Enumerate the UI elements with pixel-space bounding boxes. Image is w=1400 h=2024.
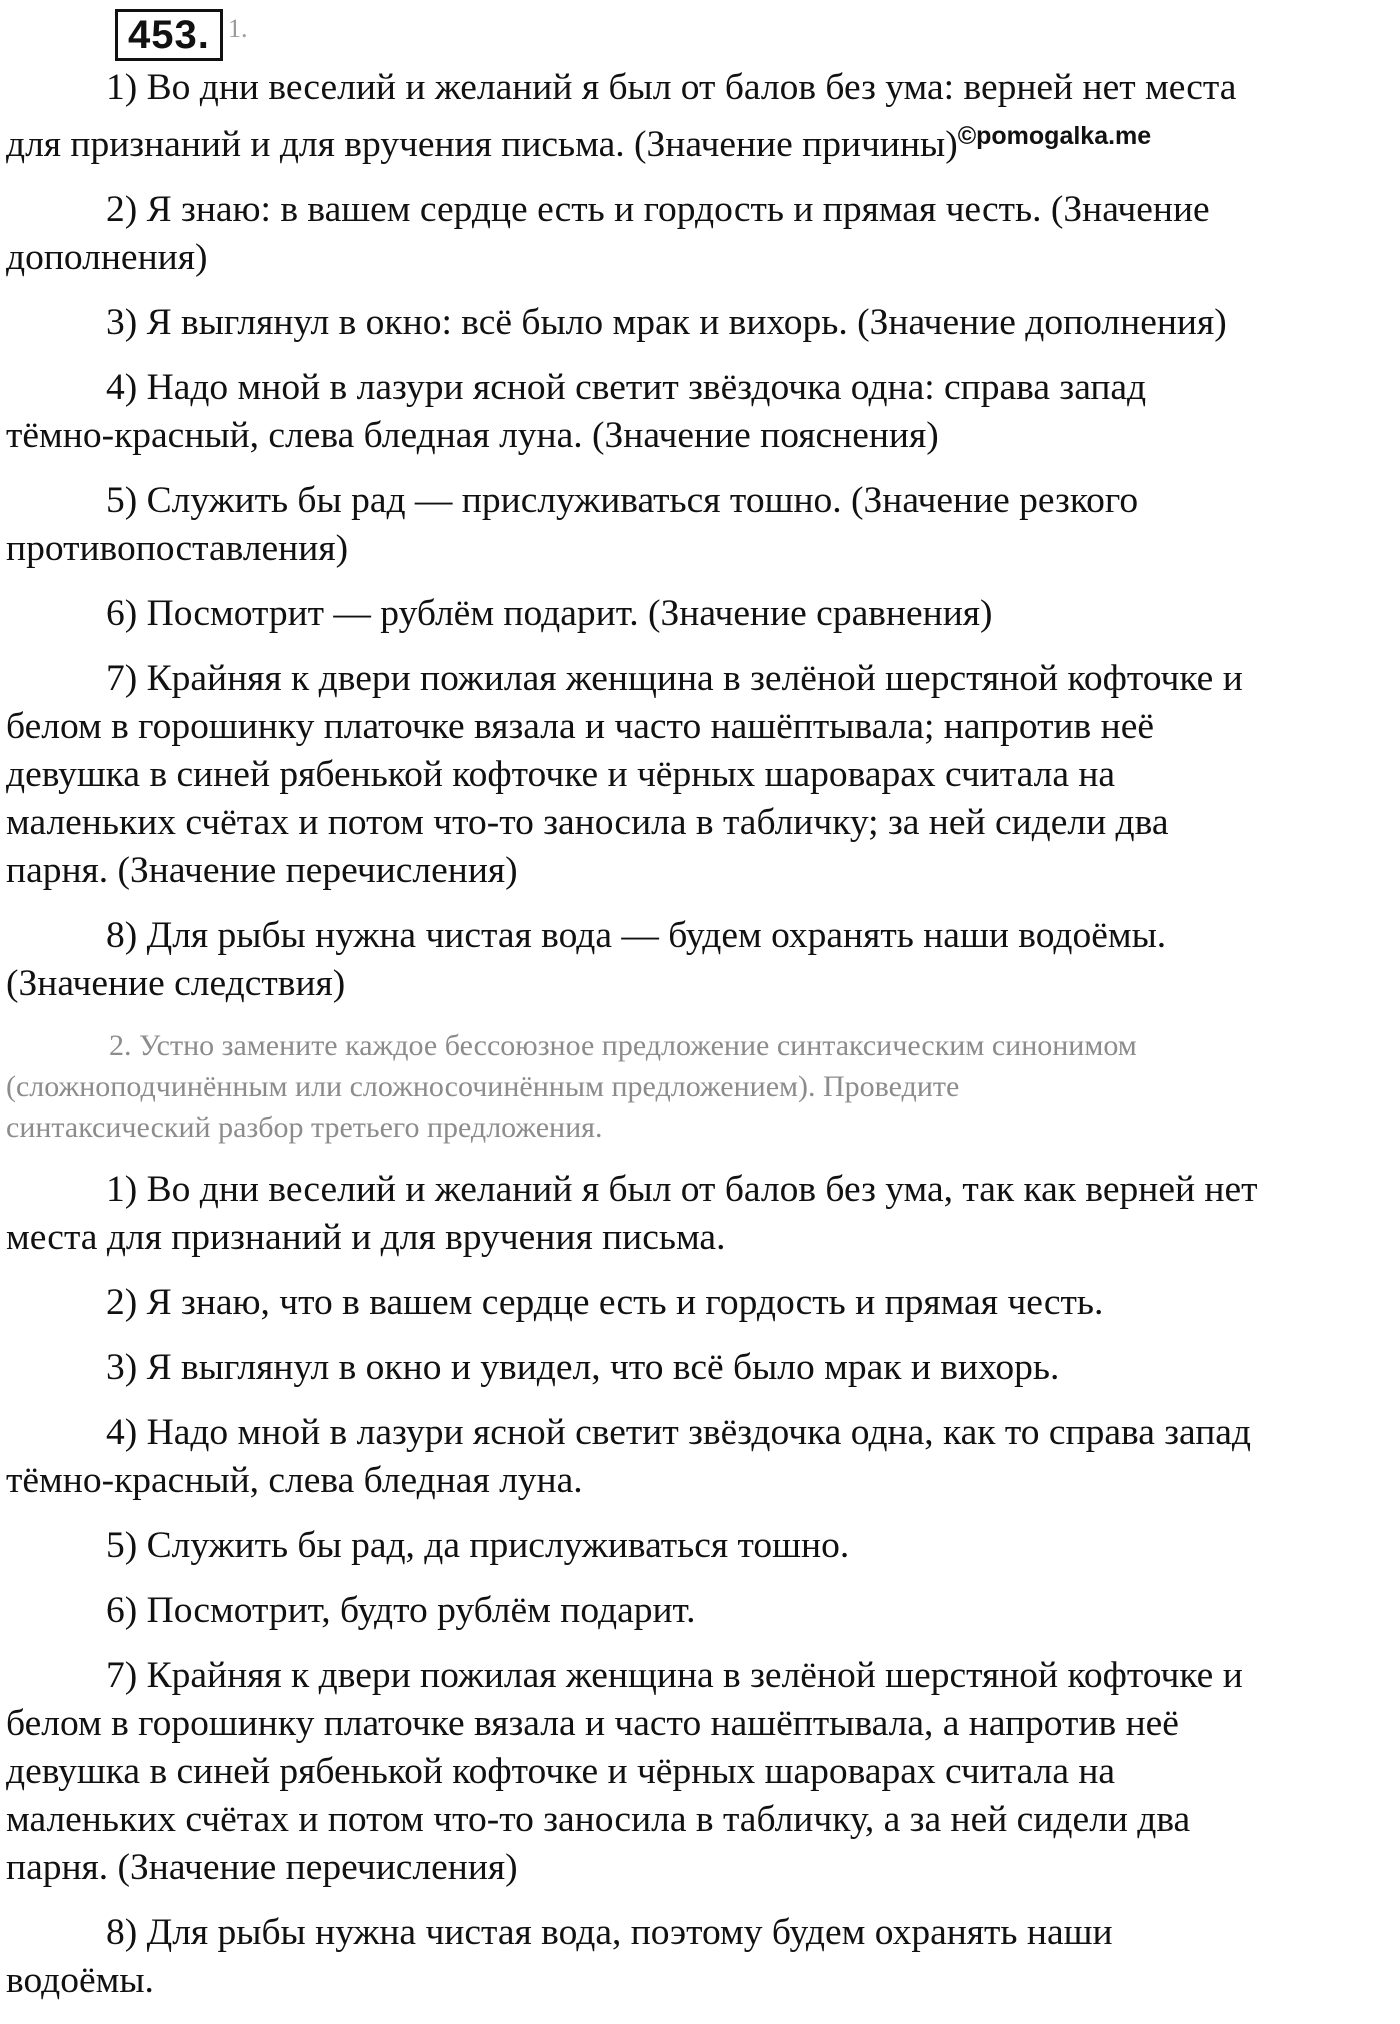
text-line: 4) Надо мной в лазури ясной светит звёздочка одна: справа запад	[106, 367, 1147, 408]
text-line: белом в горошинку платочке вязала и часто нашёптывала, а напротив неё	[6, 1703, 1179, 1744]
sentence-paragraph	[6, 1409, 1400, 1505]
text-line: 6) Посмотрит, будто рублём подарит.	[106, 1590, 696, 1631]
answers-part-1	[6, 64, 1400, 1008]
text-line: 3) Я выглянул в окно: всё было мрак и вихорь. (Значение дополнения)	[106, 302, 1227, 343]
watermark-label: ©pomogalka.me	[957, 122, 1152, 150]
text-line: водоёмы.	[6, 1960, 154, 2001]
text-line: 8) Для рыбы нужна чистая вода, поэтому будем охранять наши	[106, 1912, 1113, 1953]
sentence-paragraph	[6, 64, 1400, 169]
sentence-paragraph	[6, 590, 1400, 638]
instruction-line: 2. Устно замените каждое бессоюзное предложение синтаксическим синонимом	[109, 1029, 1137, 1062]
sentence-paragraph	[6, 1587, 1400, 1635]
text-line: 3) Я выглянул в окно и увидел, что всё было мрак и вихорь.	[106, 1347, 1060, 1388]
task-instruction-part-2	[6, 1025, 1400, 1148]
text-line: для признаний и для вручения письма. (Значение причины)$^{©pomogalka.me}$	[6, 122, 1152, 165]
sentence-paragraph	[6, 655, 1400, 895]
text-line: парня. (Значение перечисления)	[6, 850, 518, 891]
document-page	[6, 0, 1400, 2022]
text-line: парня. (Значение перечисления)	[6, 1847, 518, 1888]
sentence-paragraph	[6, 1909, 1400, 2005]
text-line: тёмно-красный, слева бледная луна. (Значение пояснения)	[6, 415, 939, 456]
task-header	[6, 0, 1400, 64]
text-line: девушка в синей рябенькой кофточке и чёрных шароварах считала на	[6, 754, 1116, 795]
text-line: 2) Я знаю, что в вашем сердце есть и гордость и прямая честь.	[106, 1282, 1104, 1323]
text-line: противопоставления)	[6, 528, 349, 569]
text-line: тёмно-красный, слева бледная луна.	[6, 1460, 583, 1501]
text-line: 8) Для рыбы нужна чистая вода — будем охранять наши водоёмы.	[106, 915, 1167, 956]
text-line: маленьких счётах и потом что-то заносила в табличку, а за ней сидели два	[6, 1799, 1191, 1840]
text-line: белом в горошинку платочке вязала и часто нашёптывала; напротив неё	[6, 706, 1154, 747]
answers-part-2	[6, 1166, 1400, 2005]
text-line: места для признаний и для вручения письма.	[6, 1217, 726, 1258]
text-line: девушка в синей рябенькой кофточке и чёрных шароварах считала на	[6, 1751, 1116, 1792]
text-line: 7) Крайняя к двери пожилая женщина в зелёной шерстяной кофточке и	[106, 658, 1243, 699]
text-line: маленьких счётах и потом что-то заносила в табличку; за ней сидели два	[6, 802, 1169, 843]
sentence-paragraph	[6, 1279, 1400, 1327]
text-line: 5) Служить бы рад — прислуживаться тошно. (Значение резкого	[106, 480, 1139, 521]
text-line: 2) Я знаю: в вашем сердце есть и гордость и прямая честь. (Значение	[106, 189, 1210, 230]
text-line: 7) Крайняя к двери пожилая женщина в зелёной шерстяной кофточке и	[106, 1655, 1243, 1696]
sentence-paragraph	[6, 1652, 1400, 1892]
text-line: 6) Посмотрит — рублём подарит. (Значение сравнения)	[106, 593, 993, 634]
instruction-line: синтаксический разбор третьего предложения.	[6, 1111, 603, 1144]
text-line: 1) Во дни веселий и желаний я был от балов без ума, так как верней нет	[106, 1169, 1258, 1210]
text-line: дополнения)	[6, 237, 208, 278]
part-1-label: 1.	[228, 14, 248, 43]
task-number: 453.	[115, 9, 223, 61]
sentence-paragraph	[6, 477, 1400, 573]
sentence-paragraph	[6, 186, 1400, 282]
sentence-paragraph	[6, 1522, 1400, 1570]
sentence-paragraph	[6, 912, 1400, 1008]
text-line: 4) Надо мной в лазури ясной светит звёздочка одна, как то справа запад	[106, 1412, 1251, 1453]
sentence-paragraph	[6, 1344, 1400, 1392]
sentence-paragraph	[6, 1166, 1400, 1262]
instruction-line: (сложноподчинённым или сложносочинённым предложением). Проведите	[6, 1070, 960, 1103]
sentence-paragraph	[6, 299, 1400, 347]
text-line: (Значение следствия)	[6, 963, 346, 1004]
text-line: 1) Во дни веселий и желаний я был от балов без ума: верней нет места	[106, 67, 1237, 108]
text-line: 5) Служить бы рад, да прислуживаться тошно.	[106, 1525, 850, 1566]
sentence-paragraph	[6, 364, 1400, 460]
